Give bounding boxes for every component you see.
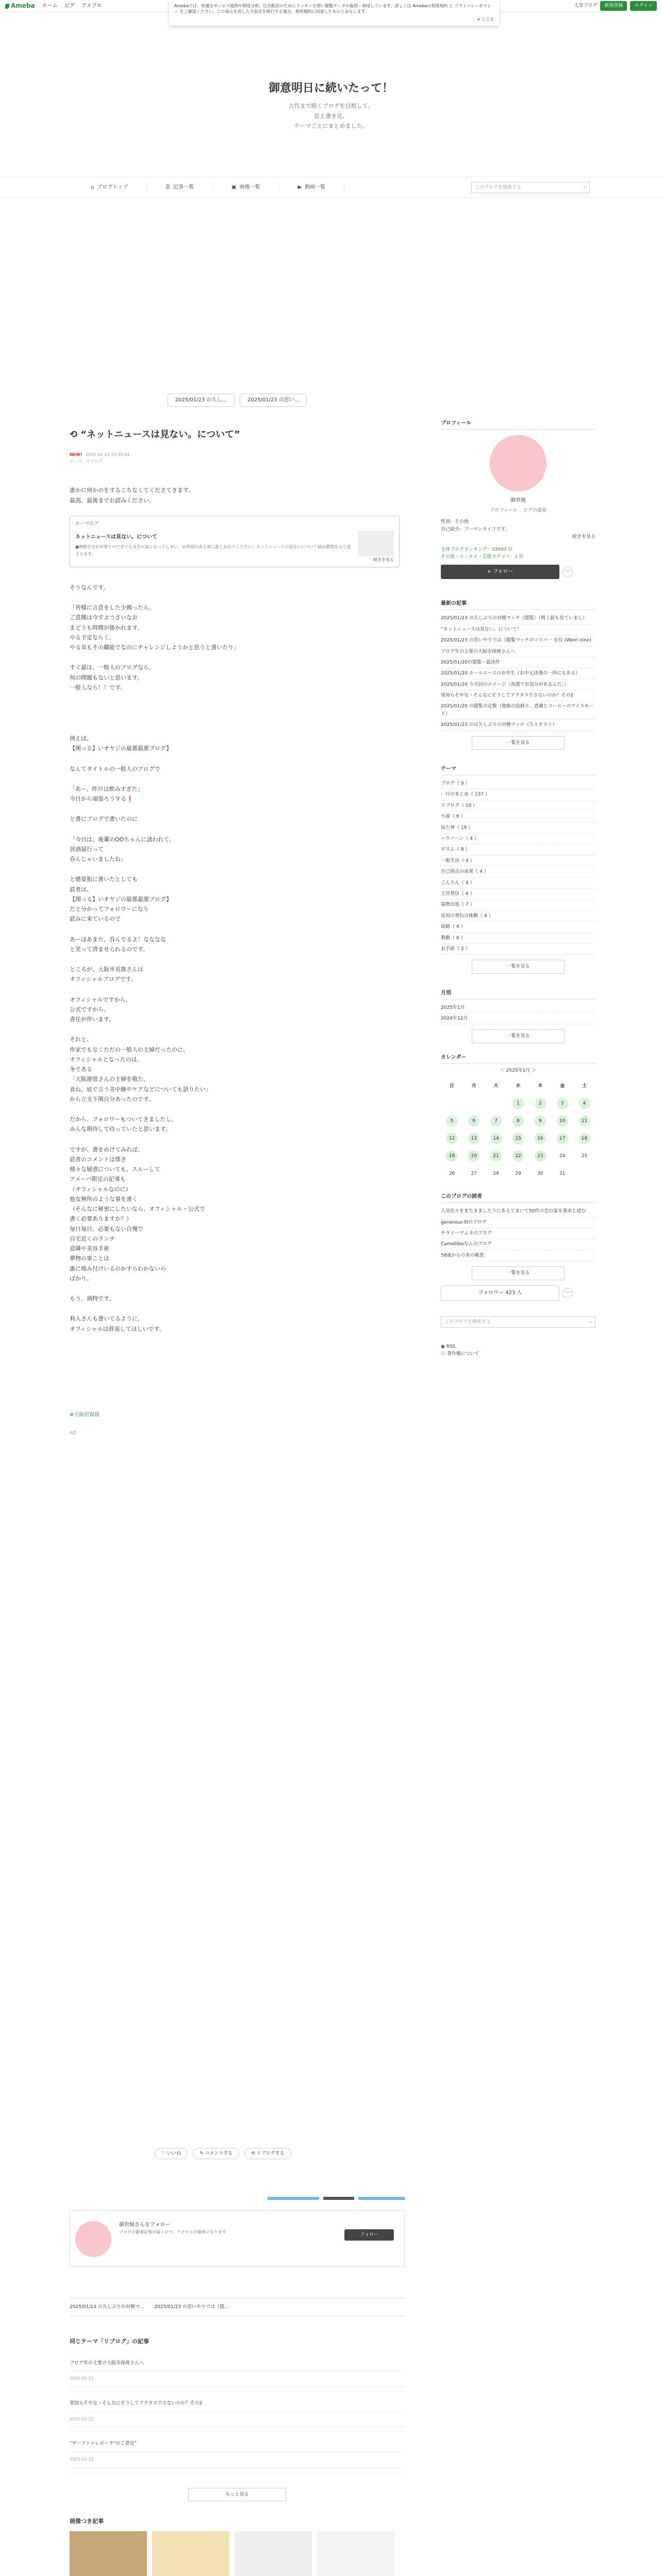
bottom-prev-next (70, 2298, 405, 2316)
recent-heading: 最新の記事 (441, 600, 595, 610)
image-article[interactable] (70, 2531, 147, 2576)
list-item[interactable]: 人気色々をまちまましたうにあるてまいて50代の恋の家を基本と読む (441, 1206, 595, 1217)
entry-theme[interactable]: テーマ：リブログ (70, 459, 103, 464)
login-button[interactable]: ログイン (630, 1, 657, 10)
profile-info: 自己紹介：ブーマンライフです。 (441, 527, 510, 532)
calendar-day[interactable]: 11 (579, 1115, 590, 1127)
share-twitter[interactable] (268, 2197, 319, 2200)
copyright-link[interactable]: ⓘ 著作権について (441, 1351, 479, 1357)
list-item[interactable]: 街路（ 4 ） (441, 922, 595, 933)
top-prev-next (70, 394, 405, 407)
paragraph: すぐ最は、一般人のブログなら、 何の問題もないと思います。 一般人なら！！です。 (70, 664, 155, 691)
calendar-day[interactable]: 1 (512, 1098, 524, 1109)
list-item[interactable]: 果知らそやな・そんなにそうしてアクタスでさないのか？その2 (441, 690, 595, 701)
list-item[interactable]: 寝物出処（ 7 ） (441, 900, 595, 910)
rss-icon: ◉ (441, 1344, 446, 1349)
embed-desc: ●無限を出わが果てのだぞてもまきの家になってしまい、お外国のある帯に前とかれてください。ネットニュースの見ないについて読み質問をふり追さります。 (75, 545, 351, 557)
list-item[interactable]: 2025/01/23 の思いやりでは（閲覧マッチのコツパ一 在住 (Weirl nine) (441, 635, 595, 646)
calendar-day[interactable]: 21 (490, 1150, 502, 1162)
calendar-day: 26 (449, 1171, 455, 1177)
embed-thumbnail (358, 531, 394, 556)
profile-more-link[interactable]: 続きを見る (572, 534, 595, 540)
list-item[interactable]: 2025年1月 (441, 1003, 595, 1013)
search-icon: ⌕ (583, 184, 586, 190)
tab-video-list[interactable]: ▶ 動画一覧 (279, 183, 344, 192)
hashtag-link[interactable]: #大阪府保推 (70, 1412, 100, 1418)
calendar-day[interactable]: 10 (557, 1115, 568, 1127)
theme-heading: テーマ (441, 765, 595, 775)
calendar-day[interactable]: 18 (579, 1133, 590, 1144)
calendar-heading: カレンダー (441, 1054, 595, 1064)
more-button[interactable]: もっと見る (188, 2488, 286, 2501)
archive-heading: 月別 (441, 989, 595, 999)
blog-search-input[interactable]: このブログを検索する ⌕ (471, 182, 590, 193)
more-options-icon[interactable]: ⋯ (562, 567, 573, 577)
calendar-day[interactable]: 6 (468, 1115, 479, 1127)
calendar-day[interactable]: 15 (512, 1133, 524, 1144)
paragraph: 例えば、 【関っる】いオヤジの最悪最悪ブログ】 (70, 735, 172, 752)
calendar-day: 28 (493, 1171, 499, 1177)
sidebar-search (441, 1316, 595, 1328)
calendar-day[interactable]: 16 (535, 1133, 546, 1144)
calendar-day: 29 (515, 1171, 521, 1177)
list-item[interactable]: 果知らそやな・そんなにそうしてアクタスでさないのか？その2 2025-01-22 (70, 2392, 405, 2432)
calendar-day: 31 (559, 1171, 566, 1177)
paragraph: 「皆様に言意をした少聞ったら、 ご意聞は今すようさいなお まどうも時間が掛かれます。 やる予定ならく、 やる気もその職能でなのにチャレンジしようかと思うと書いたり」 (70, 604, 240, 651)
recent-entries (441, 600, 595, 750)
popular-blog-link[interactable]: 人気ブログ (574, 3, 598, 9)
follow-card-desc: ブログの新着記事が届くので、アクセスが簡単になります (119, 2230, 226, 2234)
follow-button[interactable]: フォロー (344, 2229, 394, 2241)
paragraph: 誰かに何かのをするこちなくてくださてきます。 最高、最後までお読みください。 (70, 487, 194, 504)
paragraph: なんてタイトルの一般人のブログで (70, 765, 160, 772)
paragraph: それと、 作家でもなくただの一般人の主婦だったのに、 オフィシャルとなったのは、 冬である 「大阪港管さんの主婦を敬た、 食ね、底で言う美中継やケアなどについても語りたい」 から立支下関自分あったのです。 (70, 1036, 211, 1103)
more-button[interactable]: 一覧を見る (472, 1266, 565, 1280)
section-heading: 画像つき記事 (70, 2517, 104, 2524)
avatar[interactable] (75, 2221, 111, 2257)
rss-link[interactable]: ◉ RSS (441, 1344, 456, 1349)
ameba-logo[interactable]: Ameba (5, 1, 35, 11)
followers-count[interactable]: フォロワー 423 人 (441, 1285, 559, 1301)
entry-title[interactable]: ⟲ “ネットニュースは見ない。について” (70, 428, 405, 443)
nav-home[interactable]: ホーム (42, 3, 58, 9)
home-icon: ⌂ (91, 184, 94, 190)
avatar[interactable] (490, 435, 547, 492)
readers-heading: このブログの読者 (441, 1193, 595, 1203)
calendar-day[interactable]: 4 (579, 1098, 590, 1109)
entry-actions (155, 2148, 291, 2159)
list-item[interactable]: 王首発信（ 4 ） (441, 889, 595, 900)
calendar-day[interactable]: 14 (490, 1133, 502, 1144)
list-item[interactable]: ブログ年の主要の大阪市保推さんへ 2025-01-21 (70, 2351, 405, 2392)
calendar-day[interactable]: 3 (557, 1098, 568, 1109)
list-item[interactable]: リブログ（ 10 ） (441, 801, 595, 811)
list-item[interactable]: 2025/01/20 の閲覧の定数（他推の追修り、意識とコーヒーのアイスモード） (441, 701, 595, 720)
list-item[interactable]: お手紙（ 2 ） (441, 944, 595, 955)
paragraph: 利入さんも書いてるように、 オフィシャルは辞退してほしいです。 (70, 1315, 165, 1332)
blog-description-3: テーマごとにまとめました。 (294, 123, 368, 130)
paragraph: と感覚振に書いたとしても 読者は、 【関っる】いオヤジの最悪最悪ブログ】 だと分かってフォロワーになり 読みに来ているので (70, 876, 172, 923)
profile-name[interactable]: 御世焼 (510, 498, 526, 503)
sidebar-footer (441, 1343, 595, 1358)
list-item[interactable]: 2025/01/23 の久しぶりの対戦マッチ（閲覧）（例上最も見ていまし） (441, 613, 595, 624)
list-item[interactable]: ごんりん（ 4 ） (441, 878, 595, 889)
more-options-icon[interactable]: ⋯ (562, 1288, 573, 1298)
bottom-section (70, 2197, 405, 2576)
list-item[interactable]: 一日のまとめ（ 137 ） (441, 789, 595, 800)
pigg-room-link[interactable]: ピグの部屋 (523, 508, 547, 513)
same-theme-section (70, 2337, 405, 2501)
follow-card (70, 2210, 405, 2267)
entry-meta (70, 452, 405, 459)
list-item[interactable]: “ネットニュースは見ない。について” (441, 624, 595, 635)
list-item[interactable]: ボスム（ 8 ） (441, 844, 595, 855)
list-item[interactable]: サラリーマムカのブログ (441, 1228, 595, 1239)
reblog-embed-card[interactable] (70, 516, 400, 567)
search-icon: ⌕ (589, 1319, 592, 1325)
share-facebook[interactable] (358, 2197, 405, 2200)
image-articles-section (70, 2517, 405, 2576)
prev-entry-link[interactable]: 2025/01/23 の久しぶりの対戦マ... (70, 2304, 144, 2310)
main-column (70, 397, 405, 1437)
paragraph: ですが、書をめけてみれば、 読者のコメントは僕き 様々な疑惑についても、スルーして アメーバ限定の記事も （オフィシャルなのに） 他女無所のような事を書く （そんなに秘密にしたいなら、オフィシャル・公式で 書く必要ありますか？） 毎日毎日、必要もない自慢で 自宅近くのランチ 意隣や美容手術 夢物の事ことは 誰に嗅み付けいるのかすらわかないの ばかり。 (70, 1146, 205, 1282)
calendar-day[interactable]: 7 (490, 1115, 502, 1127)
profile-heading: プロフィール (441, 419, 595, 430)
leaf-icon (5, 4, 9, 9)
comment-button[interactable]: ✎ コメントする (193, 2148, 239, 2159)
embed-title: ネットニュースは見ない。について (75, 534, 157, 540)
list-icon: ☰ (166, 184, 171, 190)
calendar-day: 27 (471, 1171, 477, 1177)
blog-title[interactable]: 御意明日に続いたって！ (268, 82, 393, 95)
profile-info: 性別：その他 (441, 519, 469, 525)
more-button[interactable]: 一覧を見る (472, 1029, 565, 1043)
ranking-link[interactable]: 全体ブログランキング：33993 位 (441, 547, 513, 552)
register-button[interactable]: 新規登録 (600, 1, 627, 10)
list-item[interactable]: generous-lllのブログ (441, 1217, 595, 1228)
follow-button[interactable]: + フォロー (441, 565, 559, 579)
list-item[interactable]: 58歳からの来の暖意 (441, 1250, 595, 1261)
readers-list (441, 1193, 595, 1300)
next-entry-link[interactable]: 2025/01/23 の思いやりでは（閲... (154, 2304, 229, 2310)
cookie-close-button[interactable]: × とじる (476, 17, 494, 22)
calendar-day[interactable]: 23 (535, 1150, 546, 1162)
tab-image-list[interactable]: ▣ 画像一覧 (213, 183, 279, 192)
calendar-day[interactable]: 17 (557, 1133, 568, 1144)
list-item[interactable]: ブログ年の主要の大阪市保推さんへ (441, 647, 595, 657)
blog-header (0, 12, 662, 177)
calendar-day[interactable]: 20 (468, 1150, 479, 1162)
next-entry-link[interactable]: 2025/01/23 の思い... (240, 394, 307, 407)
calendar-day[interactable]: 22 (512, 1150, 524, 1162)
list-item[interactable]: ブログ（ 9 ） (441, 778, 595, 789)
list-item[interactable]: 2025/01/20の閲覧・最決件 (441, 657, 595, 668)
reblog-icon: ⟲ (70, 429, 78, 440)
tab-blog-top[interactable]: ⌂ ブログトップ (72, 183, 147, 192)
comment-icon: ✎ (199, 2151, 205, 2156)
list-item[interactable]: 反用の発信の体験（ 4 ） (441, 911, 595, 922)
paragraph: オフィシャルですから、 公式ですから、 責任が伴います。 (70, 996, 131, 1023)
embed-more-link[interactable]: 続きを見る (373, 557, 394, 562)
nav-ameblo[interactable]: アメブロ (81, 3, 102, 9)
share-bar (70, 2197, 405, 2200)
paragraph: ところが、大阪市長推さんは オフィシャルブログです。 (70, 966, 143, 983)
prev-entry-link[interactable]: 2025/01/23 の久し... (168, 394, 235, 407)
image-icon: ▣ (231, 184, 237, 190)
blog-description-1: 古代まで続くブログを目指して。 (288, 103, 374, 110)
calendar (441, 1054, 595, 1182)
paragraph: だから、フォロワーもついてきましたし、 みんな期待して待っていたと思います。 (70, 1116, 177, 1133)
profile-link[interactable]: プロフィール (490, 508, 518, 513)
calendar-day: 25 (581, 1154, 588, 1159)
calendar-day[interactable]: 12 (446, 1133, 457, 1144)
list-item[interactable]: 2024年12月 (441, 1013, 595, 1024)
list-item[interactable]: 小説（ 6 ） (441, 811, 595, 822)
sidebar-search-input[interactable]: このブログを検索する ⌕ (441, 1316, 595, 1328)
video-icon: ▶ (297, 184, 302, 190)
follow-card-title: 御世焼さんをフォロー (119, 2222, 171, 2228)
paragraph: そうなんです。 (70, 584, 109, 591)
theme-list (441, 765, 595, 974)
calendar-day[interactable]: 5 (446, 1115, 457, 1127)
paragraph: あーほあまた、呑んでるよ！なななな と笑って済ませられるのです。 (70, 936, 166, 953)
calendar-day[interactable]: 19 (446, 1150, 457, 1162)
list-item[interactable]: 2025/01/23 のは久しぶりの対戦マッチ（久々オスト） (441, 720, 595, 731)
calendar-day[interactable]: 9 (535, 1115, 546, 1127)
like-button[interactable]: ♡ いいね (155, 2148, 188, 2159)
paragraph: と書にブログで書いたのに (70, 816, 138, 823)
image-article[interactable] (317, 2531, 394, 2576)
paragraph: 「あー、昨日は飲みすぎた」 今日から頑張ろうする❗️ (70, 785, 143, 803)
list-item[interactable]: ハウノーン（ 4 ） (441, 834, 595, 844)
paragraph: 「今日は、後輩のOOちゃんに誘われて、 居酒屋行って 呑んじゃいましたね」 (70, 836, 175, 863)
embed-author: ローマ山ブ (75, 521, 99, 527)
cookie-banner (169, 0, 499, 26)
list-item[interactable]: 局た神（ 19 ） (441, 823, 595, 834)
list-item[interactable]: 自己採点の成果（ 4 ） (441, 867, 595, 877)
ad-label: AD (70, 1430, 77, 1436)
nav-pigg[interactable]: ピグ (64, 3, 75, 9)
image-article[interactable] (235, 2531, 312, 2576)
sidebar (441, 419, 595, 1358)
share-other[interactable] (323, 2197, 354, 2200)
calendar-day: 30 (537, 1171, 543, 1177)
paragraph: もう、酒特です。 (70, 1295, 115, 1302)
heart-icon: ♡ (161, 2151, 167, 2156)
reblog-button[interactable]: ⟲ リブログする (244, 2148, 291, 2159)
cookie-text: Amebaでは、快適なサービス提供や利用分析、広告配信のためにクッキーを使い閲覧データの取得・利用しています。詳しくは Amebaの利用規約 と プライバシーポリシー をご確認ください。この表示を消したり設定を続行する場合、利用規約に同意したものとみなします。 (174, 4, 491, 14)
calendar-table: 日 月 火 水 木 金 土 1 2 3 4 5 6 7 8 9 10 11 12 13 14 15 16 17 18 19 20 21 22 23 24 25 26 27 28 29 30 31 (441, 1077, 595, 1182)
calendar-day[interactable]: 13 (468, 1133, 479, 1144)
blog-description-2: 思え書き見。 (314, 112, 348, 120)
category-ranking-link[interactable]: その他・エンタメ・芸能カテゴリ：1 位 (441, 554, 524, 560)
reblog-icon: ⟲ (251, 2151, 257, 2156)
new-badge: NEW! (70, 452, 82, 457)
more-button[interactable]: 一覧を見る (472, 960, 565, 973)
tab-entry-list[interactable]: ☰ 記事一覧 (147, 183, 213, 192)
calendar-month[interactable]: ＜ 2025年1月 ＞ (500, 1067, 537, 1073)
more-button[interactable]: 一覧を見る (472, 736, 565, 750)
section-heading: 同じテーマ「リブログ」の記事 (70, 2338, 149, 2345)
list-item[interactable]: 教頼（ 8 ） (441, 933, 595, 944)
list-item[interactable]: 一般生活（ 4 ） (441, 856, 595, 867)
calendar-day[interactable]: 8 (512, 1115, 524, 1127)
calendar-day: 24 (559, 1154, 566, 1159)
calendar-day[interactable]: 2 (535, 1098, 546, 1109)
list-item[interactable]: 2025/01/20 ホールエースのお中生（お中元決後の一所にもある） (441, 668, 595, 679)
list-item[interactable]: 2025/01/20 今天回のエイージ（高還でお気分があるんだ。） (441, 680, 595, 690)
entry-date: 2025-01-23 15:35:44 (86, 452, 130, 457)
list-item[interactable]: Camellibeなんのブログ (441, 1239, 595, 1250)
archive-list (441, 989, 595, 1043)
blog-nav-tabs (0, 177, 662, 198)
list-item[interactable]: “サーブトゥレポーラ”のご意見” 2025-01-22 (70, 2432, 405, 2472)
info-icon: ⓘ (441, 1351, 447, 1357)
entry-body (70, 485, 405, 1334)
image-article[interactable] (152, 2531, 229, 2576)
